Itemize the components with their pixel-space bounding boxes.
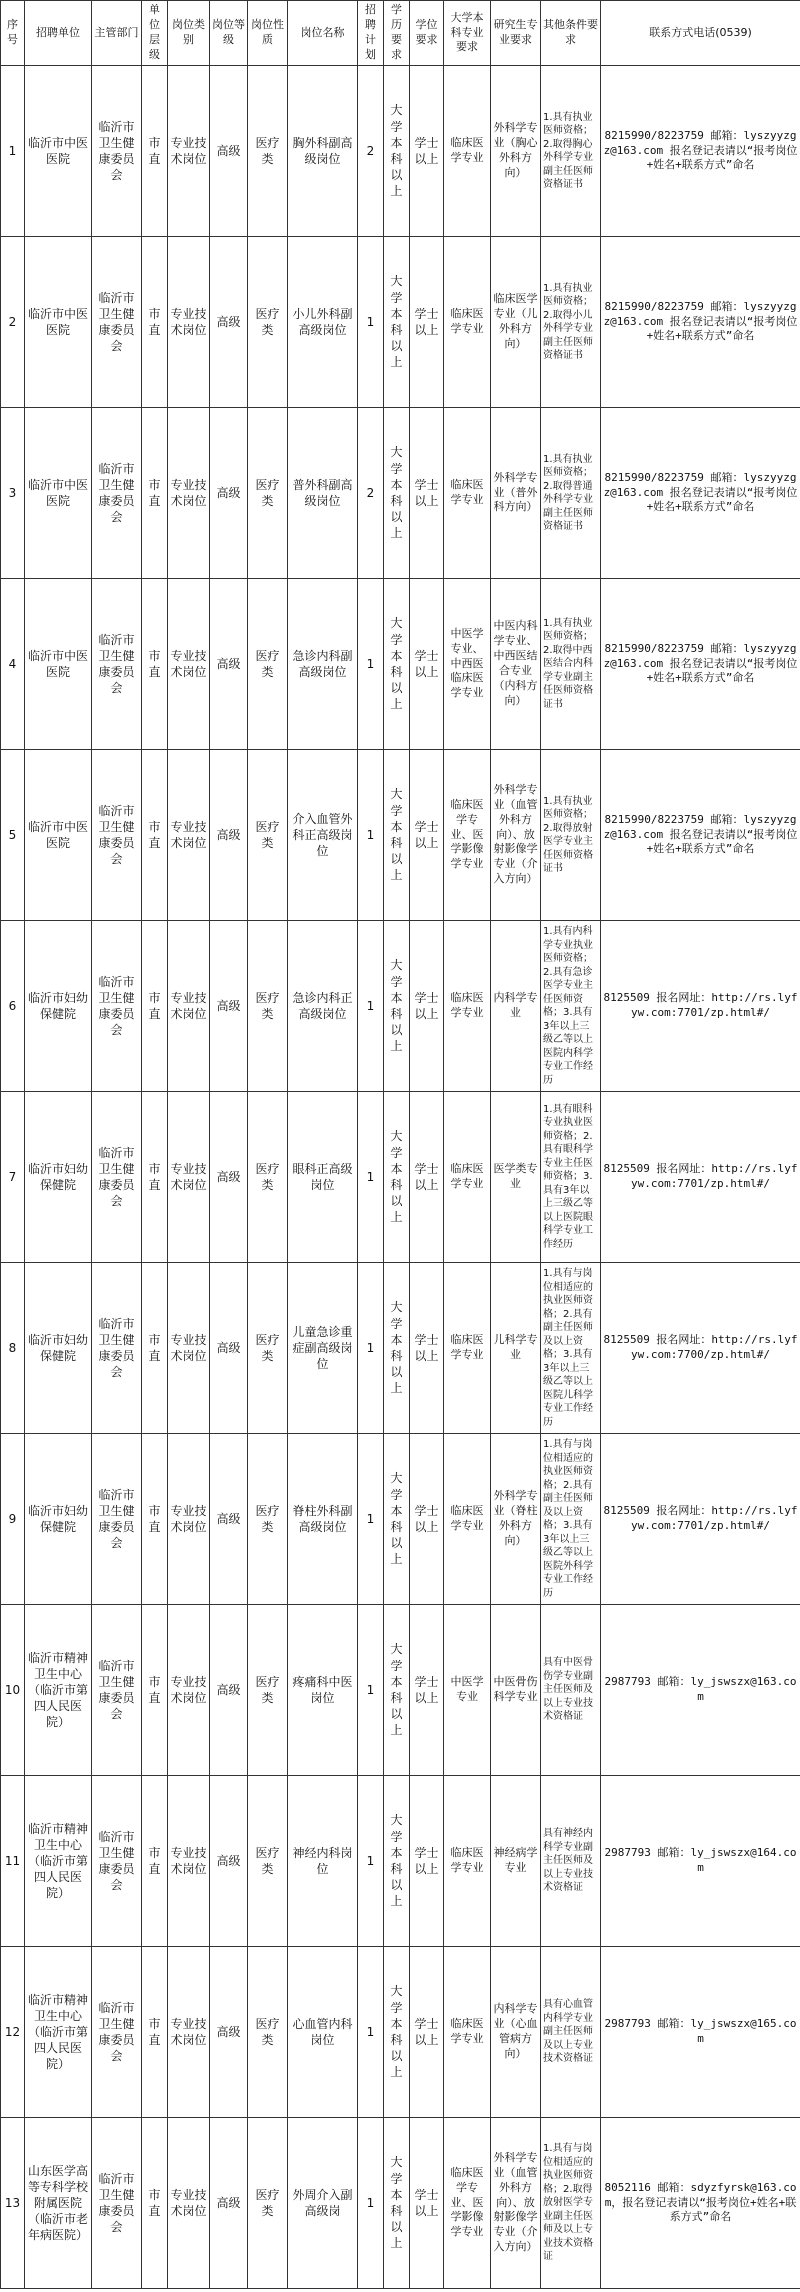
row-level: 市直: [142, 921, 168, 1092]
row-pg-major: 外科学专业（普外科方向）: [491, 408, 541, 579]
row-plan: 1: [358, 1776, 384, 1947]
row-ug-major: 中医学专业: [444, 1605, 491, 1776]
row-unit: 临沂市精神卫生中心（临沂市第四人民医院）: [25, 1605, 92, 1776]
row-pg-major: 临床医学专业（儿外科方向）: [491, 237, 541, 408]
row-grade: 高级: [210, 1263, 248, 1434]
row-dept: 临沂市卫生健康委员会: [92, 750, 142, 921]
row-pg-major: 医学类专业: [491, 1092, 541, 1263]
row-dept: 临沂市卫生健康委员会: [92, 921, 142, 1092]
row-no: 7: [1, 1092, 25, 1263]
row-dept: 临沂市卫生健康委员会: [92, 1092, 142, 1263]
row-contact: 8125509 报名网址：http://rs.lyfyw.com:7701/zp.html#/: [601, 921, 800, 1092]
row-no: 10: [1, 1605, 25, 1776]
row-level: 市直: [142, 1263, 168, 1434]
row-plan: 1: [358, 921, 384, 1092]
header-edu: 学历要求: [384, 1, 410, 66]
row-category: 专业技术岗位: [168, 1605, 210, 1776]
row-grade: 高级: [210, 921, 248, 1092]
table-row: [1, 2118, 800, 2289]
row-edu: 大学本科以上: [384, 1092, 410, 1263]
row-category: 专业技术岗位: [168, 66, 210, 237]
header-grade: 岗位等级: [210, 1, 248, 66]
row-level: 市直: [142, 1776, 168, 1947]
row-ug-major: 临床医学专业: [444, 1947, 491, 2118]
row-other: 具有神经内科学专业副主任医师及以上专业技术资格证: [541, 1776, 601, 1947]
row-degree: 学士以上: [410, 579, 444, 750]
row-unit: 山东医学高等专科学校附属医院（临沂市老年病医院）: [25, 2118, 92, 2289]
row-post: 疼痛科中医岗位: [288, 1605, 358, 1776]
row-dept: 临沂市卫生健康委员会: [92, 1434, 142, 1605]
header-degree: 学位要求: [410, 1, 444, 66]
row-pg-major: 中医内科学专业、中西医结合专业（内科方向）: [491, 579, 541, 750]
row-unit: 临沂市中医医院: [25, 66, 92, 237]
row-no: 9: [1, 1434, 25, 1605]
row-level: 市直: [142, 1434, 168, 1605]
row-grade: 高级: [210, 1947, 248, 2118]
row-unit: 临沂市妇幼保健院: [25, 1434, 92, 1605]
row-pg-major: 内科学专业（心血管病方向）: [491, 1947, 541, 2118]
row-no: 8: [1, 1263, 25, 1434]
row-contact: 8215990/8223759 邮箱：lyszyyzgz@163.com 报名登记表请以“报考岗位+姓名+联系方式”命名: [601, 408, 800, 579]
row-level: 市直: [142, 66, 168, 237]
table-row: [1, 1434, 800, 1605]
row-plan: 1: [358, 1434, 384, 1605]
row-nature: 医疗类: [248, 1947, 288, 2118]
row-no: 6: [1, 921, 25, 1092]
row-nature: 医疗类: [248, 1092, 288, 1263]
row-degree: 学士以上: [410, 1947, 444, 2118]
row-no: 1: [1, 66, 25, 237]
row-post: 急诊内科副高级岗位: [288, 579, 358, 750]
row-level: 市直: [142, 1605, 168, 1776]
row-ug-major: 临床医学专业: [444, 408, 491, 579]
row-category: 专业技术岗位: [168, 1263, 210, 1434]
row-unit: 临沂市中医医院: [25, 579, 92, 750]
row-no: 5: [1, 750, 25, 921]
row-edu: 大学本科以上: [384, 1263, 410, 1434]
header-pg-major: 研究生专业要求: [491, 1, 541, 66]
row-plan: 1: [358, 750, 384, 921]
row-unit: 临沂市妇幼保健院: [25, 921, 92, 1092]
header-no: 序号: [1, 1, 25, 66]
row-nature: 医疗类: [248, 1263, 288, 1434]
row-other: 1.具有执业医师资格；2.取得小儿外科学专业副主任医师资格证书: [541, 237, 601, 408]
row-category: 专业技术岗位: [168, 1947, 210, 2118]
row-dept: 临沂市卫生健康委员会: [92, 1263, 142, 1434]
row-ug-major: 临床医学专业: [444, 1776, 491, 1947]
row-degree: 学士以上: [410, 408, 444, 579]
row-nature: 医疗类: [248, 1434, 288, 1605]
row-post: 胸外科副高级岗位: [288, 66, 358, 237]
row-contact: 2987793 邮箱：ly_jswszx@164.com: [601, 1776, 800, 1947]
header-post: 岗位名称: [288, 1, 358, 66]
row-other: 1.具有与岗位相适应的执业医师资格；2.具有副主任医师及以上资格；3.具有3年以上三级乙等以上医院儿科学专业工作经历: [541, 1263, 601, 1434]
table-row: [1, 1947, 800, 2118]
row-dept: 临沂市卫生健康委员会: [92, 66, 142, 237]
row-category: 专业技术岗位: [168, 1776, 210, 1947]
row-ug-major: 临床医学专业: [444, 1092, 491, 1263]
row-edu: 大学本科以上: [384, 1776, 410, 1947]
row-plan: 1: [358, 2118, 384, 2289]
row-degree: 学士以上: [410, 1434, 444, 1605]
row-grade: 高级: [210, 1092, 248, 1263]
row-category: 专业技术岗位: [168, 2118, 210, 2289]
row-post: 急诊内科正高级岗位: [288, 921, 358, 1092]
row-edu: 大学本科以上: [384, 1434, 410, 1605]
row-other: 1.具有执业医师资格；2.取得胸心外科学专业副主任医师资格证书: [541, 66, 601, 237]
row-nature: 医疗类: [248, 66, 288, 237]
row-contact: 2987793 邮箱：ly_jswszx@165.com: [601, 1947, 800, 2118]
row-no: 2: [1, 237, 25, 408]
row-category: 专业技术岗位: [168, 921, 210, 1092]
row-plan: 2: [358, 66, 384, 237]
row-post: 神经内科岗位: [288, 1776, 358, 1947]
row-unit: 临沂市精神卫生中心（临沂市第四人民医院）: [25, 1776, 92, 1947]
row-pg-major: 外科学专业（胸心外科方向）: [491, 66, 541, 237]
header-unit: 招聘单位: [25, 1, 92, 66]
row-dept: 临沂市卫生健康委员会: [92, 237, 142, 408]
row-post: 介入血管外科正高级岗位: [288, 750, 358, 921]
row-unit: 临沂市中医医院: [25, 750, 92, 921]
row-category: 专业技术岗位: [168, 1092, 210, 1263]
row-grade: 高级: [210, 1434, 248, 1605]
row-ug-major: 临床医学专业: [444, 66, 491, 237]
row-other: 1.具有眼科专业执业医师资格；2.具有眼科学专业主任医师资格；3.具有3年以上三级乙等以上医院眼科学专业工作经历: [541, 1092, 601, 1263]
row-nature: 医疗类: [248, 2118, 288, 2289]
row-degree: 学士以上: [410, 750, 444, 921]
row-level: 市直: [142, 750, 168, 921]
row-edu: 大学本科以上: [384, 1605, 410, 1776]
row-level: 市直: [142, 408, 168, 579]
row-dept: 临沂市卫生健康委员会: [92, 1947, 142, 2118]
row-degree: 学士以上: [410, 1605, 444, 1776]
row-contact: 2987793 邮箱：ly_jswszx@163.com: [601, 1605, 800, 1776]
row-category: 专业技术岗位: [168, 1434, 210, 1605]
row-post: 脊柱外科副高级岗位: [288, 1434, 358, 1605]
header-dept: 主管部门: [92, 1, 142, 66]
row-degree: 学士以上: [410, 237, 444, 408]
row-ug-major: 临床医学专业: [444, 237, 491, 408]
row-contact: 8215990/8223759 邮箱：lyszyyzgz@163.com 报名登记表请以“报考岗位+姓名+联系方式”命名: [601, 66, 800, 237]
table-row: [1, 1263, 800, 1434]
header-level: 单位层级: [142, 1, 168, 66]
row-other: 1.具有执业医师资格；2.取得中西医结合内科学专业副主任医师资格证书: [541, 579, 601, 750]
row-nature: 医疗类: [248, 750, 288, 921]
row-dept: 临沂市卫生健康委员会: [92, 1605, 142, 1776]
row-level: 市直: [142, 237, 168, 408]
table-row: [1, 237, 800, 408]
row-other: 1.具有执业医师资格；2.取得放射医学专业主任医师资格证书: [541, 750, 601, 921]
row-edu: 大学本科以上: [384, 408, 410, 579]
row-category: 专业技术岗位: [168, 237, 210, 408]
row-plan: 2: [358, 408, 384, 579]
row-post: 儿童急诊重症副高级岗位: [288, 1263, 358, 1434]
row-category: 专业技术岗位: [168, 579, 210, 750]
row-grade: 高级: [210, 579, 248, 750]
row-edu: 大学本科以上: [384, 750, 410, 921]
table-row: [1, 1092, 800, 1263]
row-contact: 8215990/8223759 邮箱：lyszyyzgz@163.com 报名登记表请以“报考岗位+姓名+联系方式”命名: [601, 750, 800, 921]
row-no: 3: [1, 408, 25, 579]
row-grade: 高级: [210, 750, 248, 921]
table-row: [1, 408, 800, 579]
row-contact: 8215990/8223759 邮箱：lyszyyzgz@163.com 报名登记表请以“报考岗位+姓名+联系方式”命名: [601, 237, 800, 408]
row-contact: 8215990/8223759 邮箱：lyszyyzgz@163.com 报名登记表请以“报考岗位+姓名+联系方式”命名: [601, 579, 800, 750]
row-dept: 临沂市卫生健康委员会: [92, 408, 142, 579]
row-unit: 临沂市中医医院: [25, 408, 92, 579]
row-ug-major: 临床医学专业、医学影像学专业: [444, 750, 491, 921]
row-no: 13: [1, 2118, 25, 2289]
row-post: 普外科副高级岗位: [288, 408, 358, 579]
row-pg-major: 外科学专业（血管外科方向）、放射影像学专业（介入方向）: [491, 2118, 541, 2289]
row-degree: 学士以上: [410, 1776, 444, 1947]
header-plan: 招聘计划: [358, 1, 384, 66]
row-post: 眼科正高级岗位: [288, 1092, 358, 1263]
row-grade: 高级: [210, 1776, 248, 1947]
row-pg-major: 内科学专业: [491, 921, 541, 1092]
row-nature: 医疗类: [248, 1776, 288, 1947]
row-level: 市直: [142, 1947, 168, 2118]
row-other: 具有中医骨伤学专业副主任医师及以上专业技术资格证: [541, 1605, 601, 1776]
table-body: [1, 66, 800, 2289]
table-row: [1, 750, 800, 921]
header-ug-major: 大学本科专业要求: [444, 1, 491, 66]
row-pg-major: 外科学专业（血管外科方向）、放射影像学专业（介入方向）: [491, 750, 541, 921]
row-plan: 1: [358, 1605, 384, 1776]
row-other: 1.具有内科学专业执业医师资格；2.具有急诊医学专业主任医师资格；3.具有3年以上三级乙等以上医院内科学专业工作经历: [541, 921, 601, 1092]
row-grade: 高级: [210, 66, 248, 237]
row-contact: 8125509 报名网址：http://rs.lyfyw.com:7700/zp.html#/: [601, 1263, 800, 1434]
row-dept: 临沂市卫生健康委员会: [92, 579, 142, 750]
row-nature: 医疗类: [248, 408, 288, 579]
row-edu: 大学本科以上: [384, 66, 410, 237]
row-pg-major: 中医骨伤科学专业: [491, 1605, 541, 1776]
table-header-row: [1, 1, 800, 66]
row-edu: 大学本科以上: [384, 1947, 410, 2118]
row-edu: 大学本科以上: [384, 579, 410, 750]
row-plan: 1: [358, 237, 384, 408]
table-row: [1, 1605, 800, 1776]
row-post: 小儿外科副高级岗位: [288, 237, 358, 408]
row-unit: 临沂市妇幼保健院: [25, 1263, 92, 1434]
row-other: 具有心血管内科学专业副主任医师及以上专业技术资格证: [541, 1947, 601, 2118]
row-contact: 8125509 报名网址：http://rs.lyfyw.com:7701/zp.html#/: [601, 1434, 800, 1605]
row-degree: 学士以上: [410, 921, 444, 1092]
row-dept: 临沂市卫生健康委员会: [92, 2118, 142, 2289]
row-pg-major: 外科学专业（脊柱外科方向）: [491, 1434, 541, 1605]
header-category: 岗位类别: [168, 1, 210, 66]
row-contact: 8052116 邮箱：sdyzfyrsk@163.com，报名登记表请以“报考岗位+姓名+联系方式”命名: [601, 2118, 800, 2289]
row-post: 外周介入副高级岗: [288, 2118, 358, 2289]
row-level: 市直: [142, 2118, 168, 2289]
table-row: [1, 921, 800, 1092]
row-grade: 高级: [210, 237, 248, 408]
row-degree: 学士以上: [410, 1092, 444, 1263]
row-no: 4: [1, 579, 25, 750]
row-ug-major: 临床医学专业: [444, 921, 491, 1092]
row-no: 12: [1, 1947, 25, 2118]
header-contact: 联系方式电话(0539): [601, 1, 800, 66]
row-nature: 医疗类: [248, 237, 288, 408]
table-row: [1, 66, 800, 237]
row-dept: 临沂市卫生健康委员会: [92, 1776, 142, 1947]
row-degree: 学士以上: [410, 66, 444, 237]
row-plan: 1: [358, 1092, 384, 1263]
row-other: 1.具有与岗位相适应的执业医师资格；2.取得放射医学专业副主任医师及以上专业技术资格证: [541, 2118, 601, 2289]
row-grade: 高级: [210, 1605, 248, 1776]
row-level: 市直: [142, 579, 168, 750]
row-grade: 高级: [210, 408, 248, 579]
row-other: 1.具有执业医师资格；2.取得普通外科学专业副主任医师资格证书: [541, 408, 601, 579]
row-edu: 大学本科以上: [384, 237, 410, 408]
row-post: 心血管内科岗位: [288, 1947, 358, 2118]
row-edu: 大学本科以上: [384, 2118, 410, 2289]
row-edu: 大学本科以上: [384, 921, 410, 1092]
row-nature: 医疗类: [248, 579, 288, 750]
row-unit: 临沂市中医医院: [25, 237, 92, 408]
row-degree: 学士以上: [410, 2118, 444, 2289]
row-contact: 8125509 报名网址：http://rs.lyfyw.com:7701/zp.html#/: [601, 1092, 800, 1263]
row-ug-major: 中医学专业、中西医临床医学专业: [444, 579, 491, 750]
row-ug-major: 临床医学专业、医学影像学专业: [444, 2118, 491, 2289]
row-plan: 1: [358, 1263, 384, 1434]
row-nature: 医疗类: [248, 1605, 288, 1776]
row-category: 专业技术岗位: [168, 408, 210, 579]
row-category: 专业技术岗位: [168, 750, 210, 921]
row-nature: 医疗类: [248, 921, 288, 1092]
row-pg-major: 神经病学专业: [491, 1776, 541, 1947]
row-grade: 高级: [210, 2118, 248, 2289]
row-unit: 临沂市妇幼保健院: [25, 1092, 92, 1263]
row-level: 市直: [142, 1092, 168, 1263]
row-no: 11: [1, 1776, 25, 1947]
row-plan: 1: [358, 1947, 384, 2118]
header-other: 其他条件要求: [541, 1, 601, 66]
row-degree: 学士以上: [410, 1263, 444, 1434]
row-plan: 1: [358, 579, 384, 750]
row-unit: 临沂市精神卫生中心（临沂市第四人民医院）: [25, 1947, 92, 2118]
header-nature: 岗位性质: [248, 1, 288, 66]
table-row: [1, 1776, 800, 1947]
row-ug-major: 临床医学专业: [444, 1263, 491, 1434]
table-row: [1, 579, 800, 750]
row-pg-major: 儿科学专业: [491, 1263, 541, 1434]
row-ug-major: 临床医学专业: [444, 1434, 491, 1605]
row-other: 1.具有与岗位相适应的执业医师资格；2.具有副主任医师及以上资格；3.具有3年以上三级乙等以上医院外科学专业工作经历: [541, 1434, 601, 1605]
